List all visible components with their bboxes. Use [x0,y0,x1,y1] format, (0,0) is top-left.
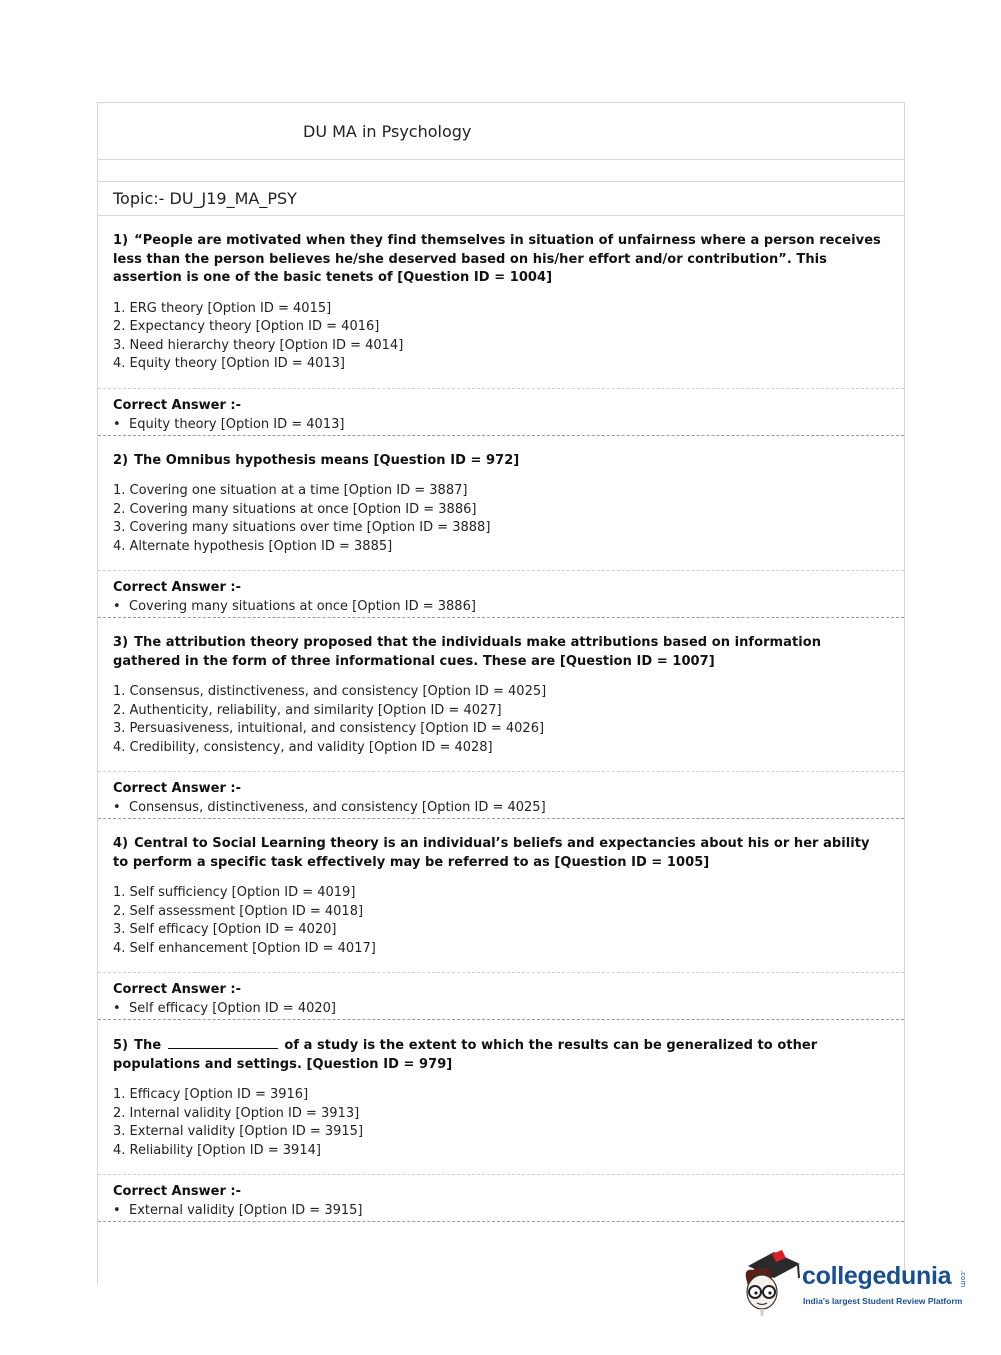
option: 4. Credibility, consistency, and validity [Option ID = 4028] [113,739,493,755]
question-text [113,452,889,471]
question-number: 4) [113,836,129,851]
option: 1. Consensus, distinctiveness, and consistency [Option ID = 4025] [113,684,547,699]
option: 3. Self efficacy [Option ID = 4020] [113,922,337,937]
question-text [113,634,889,671]
option-list [113,1086,889,1174]
option: 2. Authenticity, reliability, and similarity [Option ID = 4027] [113,702,502,718]
question-body [98,1020,904,1174]
option: 4. Alternate hypothesis [Option ID = 3885] [113,538,393,554]
logo-wordmark: collegedunia [802,1262,952,1290]
option: 4. Equity theory [Option ID = 4013] [113,356,345,371]
question-number: 1) [113,233,129,248]
correct-answer-text: External validity [Option ID = 3915] [129,1203,363,1218]
question-1 [98,216,904,435]
option: 1. Self sufficiency [Option ID = 4019] [113,885,356,900]
question-body [98,819,904,972]
answer-block [98,388,904,435]
question-number: 3) [113,635,129,650]
bullet-icon: • [113,599,121,614]
correct-answer-text: Consensus, distinctiveness, and consistency [Option ID = 4025] [129,800,546,815]
option: 3. Persuasiveness, intuitional, and consistency [Option ID = 4026] [113,721,545,736]
question-stem-start: The [134,1038,162,1053]
correct-answer-text: Equity theory [Option ID = 4013] [129,416,345,432]
answer-block [98,1174,904,1221]
option: 1. Efficacy [Option ID = 3916] [113,1087,309,1102]
question-2 [98,436,904,618]
logo-tagline: India's largest Student Review Platform [803,1296,963,1306]
correct-answer-label: Correct Answer :- [113,1184,241,1199]
question-3 [98,618,904,818]
option: 2. Expectancy theory [Option ID = 4016] [113,319,380,334]
option-list [113,884,889,972]
question-stem: Central to Social Learning theory is an individual’s beliefs and expectancies about his or her ability to perform a specific task effectively may be referred to as [Question ID = 1005] [113,836,870,870]
question-text [113,232,889,288]
question-text [113,1036,889,1074]
correct-answer-label: Correct Answer :- [113,580,241,595]
bullet-icon: • [113,416,121,432]
question-stem: The attribution theory proposed that the individuals make attributions based on information gathered in the form of three informational cues. These are [Question ID = 1007] [113,635,822,669]
fill-in-blank [168,1036,278,1049]
correct-answer [113,999,889,1019]
question-text [113,835,889,872]
option: 2. Covering many situations at once [Option ID = 3886] [113,501,477,517]
question-body [98,216,904,388]
mascot-icon [742,1248,802,1320]
option-list [113,683,889,771]
option: 3. Covering many situations over time [Option ID = 3888] [113,520,491,535]
question-4 [98,819,904,1019]
correct-answer-label: Correct Answer :- [113,982,241,997]
option: 2. Self assessment [Option ID = 4018] [113,903,364,919]
logo-suffix: .com [959,1270,967,1288]
correct-answer-text: Self efficacy [Option ID = 4020] [129,1001,336,1016]
correct-answer-label: Correct Answer :- [113,781,241,796]
question-divider [98,1221,904,1222]
collegedunia-logo [742,1248,972,1320]
option: 2. Internal validity [Option ID = 3913] [113,1105,360,1121]
question-5 [98,1020,904,1221]
option: 4. Reliability [Option ID = 3914] [113,1142,321,1158]
correct-answer-text: Covering many situations at once [Option ID = 3886] [129,599,476,614]
correct-answer-label: Correct Answer :- [113,397,241,413]
bullet-icon: • [113,1001,121,1016]
question-body [98,436,904,571]
question-stem: “People are motivated when they find themselves in situation of unfairness where a person receives less than the person believes he/she deserved based on his/her effort and/or contribution”. This assertion is one of the basic tenets of [Question ID = 1004] [113,233,881,285]
answer-block [98,570,904,617]
correct-answer [113,1201,889,1221]
option-list [113,300,889,388]
option: 1. ERG theory [Option ID = 4015] [113,300,332,316]
title-row [98,103,904,160]
question-stem: The Omnibus hypothesis means [Question ID = 972] [134,452,520,468]
page-title: DU MA in Psychology [303,122,472,141]
correct-answer [113,415,889,435]
question-number: 2) [113,452,129,468]
question-stem-end: of a study is the extent to which the results can be generalized to other populations and settings. [Question ID = 979] [113,1038,818,1072]
question-body [98,618,904,771]
bullet-icon: • [113,1203,121,1218]
topic-row [98,182,904,216]
option: 4. Self enhancement [Option ID = 4017] [113,940,376,956]
bullet-icon: • [113,800,121,815]
answer-block [98,972,904,1019]
correct-answer [113,597,889,617]
correct-answer [113,798,889,818]
option: 1. Covering one situation at a time [Option ID = 3887] [113,483,468,498]
option: 3. External validity [Option ID = 3915] [113,1124,364,1139]
spacer-row [98,160,904,182]
question-number: 5) [113,1038,129,1053]
option-list [113,482,889,570]
answer-block [98,771,904,818]
question-paper [97,102,905,1284]
topic-label: Topic:- DU_J19_MA_PSY [113,189,297,208]
option: 3. Need hierarchy theory [Option ID = 4014] [113,337,404,353]
